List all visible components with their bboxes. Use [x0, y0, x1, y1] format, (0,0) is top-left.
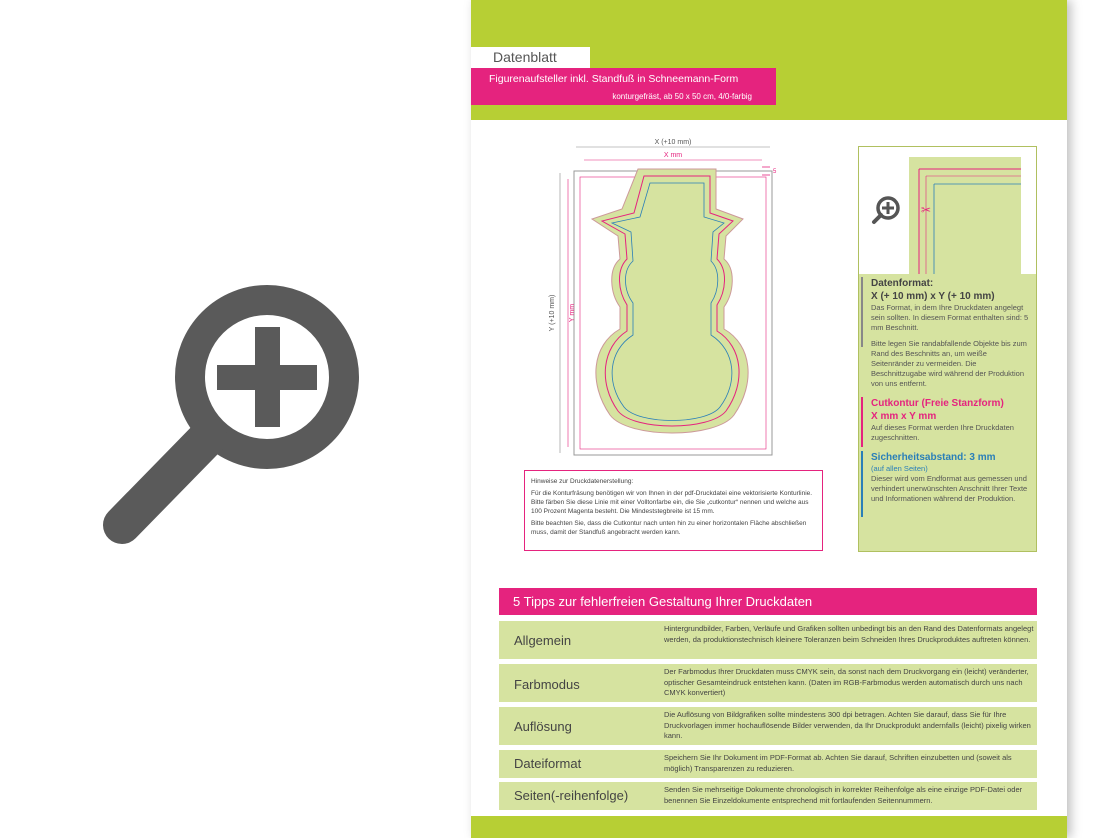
y-outer-label: Y (+10 mm): [549, 294, 556, 332]
footer-band: [471, 816, 1067, 838]
safety-sub: (auf allen Seiten): [871, 464, 928, 473]
snowman-diagram: [549, 133, 781, 463]
product-name: Figurenaufsteller inkl. Standfuß in Schneemann-Form: [489, 73, 739, 85]
tip-label: Seiten(-reihenfolge): [514, 788, 629, 803]
tip-text: Senden Sie mehrseitige Dokumente chronologisch in korrekter Reihenfolge als eine einzige PDF-Datei oder benennen Sie Einzeldokumente entsprechend mit fortlaufenden Seitennummern.: [664, 785, 1023, 805]
safety-text: Dieser wird vom Endformat aus gemessen und verhindert unerwünschten Anschnitt Ihrer Texte und Informationen während der Produktion.: [871, 474, 1028, 503]
zoom-in-icon[interactable]: [100, 282, 360, 547]
tip-row: [499, 707, 1037, 745]
tip-text: Die Auflösung von Bildgrafiken sollte mindestens 300 dpi betragen. Achten Sie darauf, dass Sie für Ihre Druckvorlagen immer hochauflösende Bilder verwenden, da Ihr Druckprodukt andernfalls (leicht) pixelig wirken kann.: [664, 710, 1031, 740]
tip-row: [499, 664, 1037, 702]
bleed-text: Bitte legen Sie randabfallende Objekte bis zum Rand des Beschnitts an, um weiße Seitenränder zu vermeiden. Die Beschnittzugabe wird während der Produktion von uns entfernt.: [871, 339, 1027, 388]
x-inner-label: X mm: [663, 152, 683, 159]
hint-box: [524, 470, 823, 551]
tip-text: Der Farbmodus Ihrer Druckdaten muss CMYK sein, da sonst nach dem Druckvorgang ein (leicht) veränderter, optischer Gesamteindruck entstehen kann. (Daten im RGB-Farbmodus werden automatisch durch uns nach CMYK konvertiert): [664, 667, 1029, 697]
tip-text: Hintergrundbilder, Farben, Verläufe und Grafiken sollten unbedingt bis an den Rand des Datenformats angelegt werden, da produktionstechnisch kleinere Toleranzen beim Schneiden Ihres Druckproduktes auftreten können.: [664, 624, 1034, 644]
corner-detail: [859, 147, 1036, 274]
format-section: [871, 277, 1031, 389]
hint-paragraph-2: Bitte beachten Sie, dass die Cutkontur nach unten hin zu einer horizontalen Fläche abschließen muss, damit der Standfuß angebracht werden kann.: [531, 520, 807, 536]
tip-text: Speichern Sie Ihr Dokument im PDF-Format ab. Achten Sie darauf, Schriften einzubetten und (soweit als möglich) Transparenzen zu reduzieren.: [664, 753, 1012, 773]
hint-paragraph-1: Für die Konturfräsung benötigen wir von Ihnen in der pdf-Druckdatei eine vektorisierte Konturlinie. Bitte färben Sie diese Linie mit einer Volltonfarbe ein, die Sie „cutkontur“ nennen und welche aus 100 Prozent Magenta besteht. Die Mindeststegbreite ist 15 mm.: [531, 490, 813, 515]
format-text: Das Format, in dem Ihre Druckdaten angelegt sein sollten. In diesem Format enthalten sind: 5 mm Beschnitt.: [871, 303, 1029, 332]
product-spec: konturgefräst, ab 50 x 50 cm, 4/0-farbig: [612, 92, 752, 101]
panel-text: [871, 277, 1031, 512]
tip-label: Farbmodus: [514, 677, 580, 692]
tip-row: [499, 750, 1037, 778]
bleed-mark: 5: [773, 169, 777, 175]
cut-text: Auf dieses Format werden Ihre Druckdaten zugeschnitten.: [871, 423, 1014, 442]
tip-row: [499, 621, 1037, 659]
scissors-icon: ✂: [921, 203, 932, 217]
tip-label: Dateiformat: [514, 756, 582, 771]
product-banner: [471, 68, 776, 105]
tip-row: [499, 782, 1037, 810]
safety-title: Sicherheitsabstand: 3 mm: [871, 452, 996, 463]
format-panel: [858, 146, 1037, 552]
cut-section: [871, 397, 1031, 443]
y-inner-label: Y mm: [569, 303, 576, 323]
cut-value: X mm x Y mm: [871, 411, 937, 422]
hint-title: Hinweise zur Druckdatenerstellung:: [531, 478, 634, 485]
datasheet-page: [471, 0, 1067, 838]
page-title: Datenblatt: [471, 47, 590, 68]
x-outer-label: X (+10 mm): [654, 139, 692, 146]
tip-label: Auflösung: [514, 719, 572, 734]
tip-label: Allgemein: [514, 633, 572, 648]
format-title: Datenformat:: [871, 278, 934, 289]
tips-header: 5 Tipps zur fehlerfreien Gestaltung Ihrer Druckdaten: [499, 588, 1037, 615]
format-value: X (+ 10 mm) x Y (+ 10 mm): [871, 291, 995, 302]
safety-section: [871, 451, 1031, 504]
zoom-in-small-icon[interactable]: [871, 195, 901, 225]
cut-title: Cutkontur (Freie Stanzform): [871, 398, 1004, 409]
